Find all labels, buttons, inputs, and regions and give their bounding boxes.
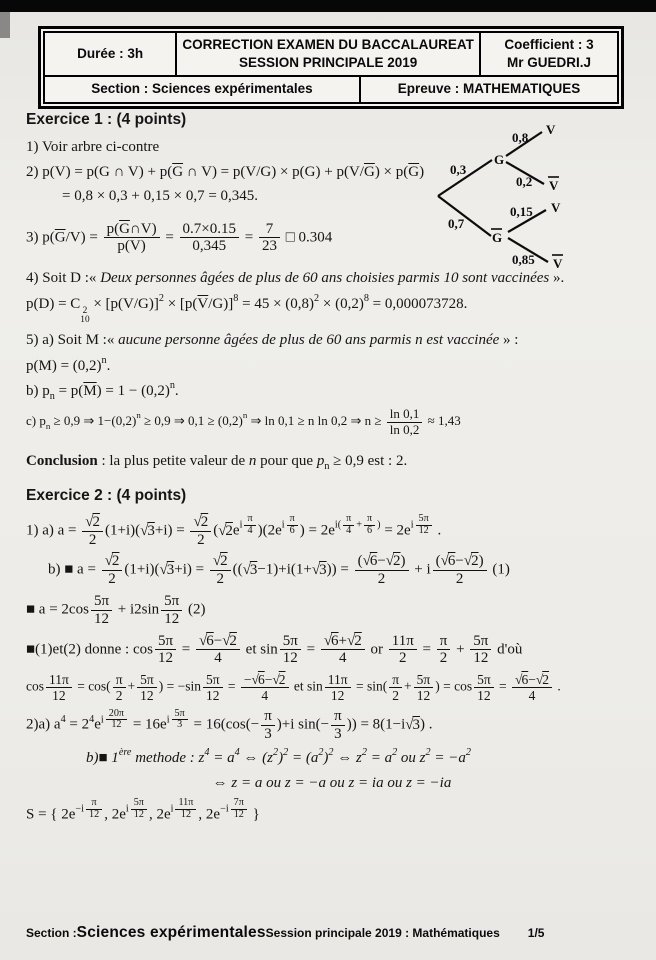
branch-prob-vbar-given-g: 0,2 bbox=[516, 174, 533, 189]
bold-text: Conclusion bbox=[26, 452, 98, 469]
header-bottom-row bbox=[43, 75, 619, 103]
sup-sub-stack: 2 10 bbox=[80, 305, 90, 326]
superscript: n bbox=[169, 380, 175, 392]
fraction: $\frac{11\pi}{12}$ bbox=[175, 798, 196, 820]
footer-section-label: Section : bbox=[26, 926, 77, 940]
square-root: √6 bbox=[515, 672, 529, 688]
fraction: $\frac{5\pi}{12}$ bbox=[137, 672, 157, 703]
superscript: n bbox=[242, 410, 248, 421]
fraction: $\frac{5\pi}{12}$ bbox=[280, 633, 301, 668]
subscript: n bbox=[45, 421, 51, 432]
superscript: −i $\frac{7\pi}{12}$ bbox=[220, 798, 249, 820]
fraction: $\frac{√6-√2}{4}$ bbox=[512, 672, 552, 703]
fraction: $\frac{5\pi}{12}$ bbox=[474, 672, 494, 703]
title-cell bbox=[176, 32, 480, 76]
subscript: n bbox=[49, 391, 55, 403]
fraction: $\frac{5\pi}{12}$ bbox=[155, 633, 176, 668]
italic-text: p bbox=[316, 452, 325, 469]
superscript: i $\frac{\pi}{4}$ bbox=[240, 514, 258, 536]
page-footer bbox=[26, 924, 638, 942]
superscript: 2 bbox=[318, 747, 324, 759]
formula-line: = 0,8 × 0,3 + 0,15 × 0,7 = 0,345. bbox=[62, 188, 259, 205]
fraction: $\frac{5\pi}{3}$ bbox=[172, 709, 188, 731]
overbar: $\overline{G}$ bbox=[408, 163, 420, 180]
superscript: 8 bbox=[233, 292, 239, 304]
fraction: $\frac{√6+√2}{4}$ bbox=[321, 633, 365, 668]
square-root: √2 bbox=[272, 672, 286, 688]
superscript: 2 bbox=[392, 747, 398, 759]
fraction: $\frac{5\pi}{12}$ bbox=[470, 633, 491, 668]
leaf-v-1: V bbox=[546, 122, 556, 137]
square-root: √2 bbox=[347, 632, 362, 649]
fraction: $\frac{7\pi}{12}$ bbox=[231, 798, 247, 820]
leaf-v-2: V bbox=[551, 200, 561, 215]
fraction: $\frac{5\pi}{12}$ bbox=[414, 672, 434, 703]
fraction: $\frac{(√6-√2)}{2}$ bbox=[433, 553, 487, 588]
fraction: $\frac{5\pi}{12}$ bbox=[416, 514, 432, 536]
fraction: $\frac{-√6-√2}{4}$ bbox=[241, 672, 289, 703]
superscript: i $\frac{11\pi}{12}$ bbox=[171, 798, 199, 820]
superscript: i $\frac{5\pi}{3}$ bbox=[167, 709, 190, 731]
fraction: $\frac{11\pi}{12}$ bbox=[325, 672, 351, 703]
footer-page-number: 1/5 bbox=[527, 926, 545, 940]
formula-line: 1) Voir arbre ci-contre bbox=[26, 139, 160, 156]
fraction: $\frac{\pi}{4}$ bbox=[244, 514, 255, 536]
fraction: $\frac{\pi}{2}$ bbox=[389, 672, 402, 703]
square-root: √3 bbox=[405, 717, 421, 734]
square-root: √6 bbox=[440, 553, 456, 570]
fraction: $\frac{11\pi}{2}$ bbox=[389, 633, 417, 668]
fraction: $\frac{20\pi}{12}$ bbox=[106, 709, 127, 731]
superscript: i $\frac{5\pi}{12}$ bbox=[126, 798, 149, 820]
superscript: −i $\frac{\pi}{12}$ bbox=[75, 798, 104, 820]
superscript: 4 bbox=[204, 747, 210, 759]
square-root: √2 bbox=[385, 553, 401, 570]
fraction: $\frac{\pi}{4}$ bbox=[343, 514, 354, 536]
formula-line: 2)a) a4 = 24ei $\frac{20\pi}{12}$ = 16ei $\frac{5\pi}{3}$ = 16(cos(− $\frac{\pi}{3}$ )+i sin(− $\frac{\pi}{3}$ )) = 8(1−i√3) . bbox=[26, 707, 433, 743]
superscript: 2 bbox=[314, 292, 320, 304]
superscript: n bbox=[101, 354, 107, 366]
superscript: 4 bbox=[234, 747, 240, 759]
square-root: √2 bbox=[193, 513, 209, 530]
formula-line: 3) $p(\overline{G}/V)$ = $\frac{p(\overline{G}\cap V)}{p(V)}$ = $\frac{0.7\times 0.15}{0,345}$ = $\frac{7}{23}$ □ 0.304 bbox=[26, 220, 333, 255]
subscript: n bbox=[324, 460, 330, 472]
formula-line: ■ a = 2cos $\frac{5\pi}{12}$ + i2sin $\frac{5\pi}{12}$ (2) bbox=[26, 593, 206, 627]
footer-session: Session principale 2019 : Mathématiques bbox=[265, 926, 500, 940]
fraction: $\frac{√2}{2}$ bbox=[102, 553, 123, 588]
fraction: $\frac{(√6-√2)}{2}$ bbox=[355, 553, 409, 588]
fraction: $\frac{\pi}{6}$ bbox=[364, 514, 375, 536]
scan-top-black-bar bbox=[0, 0, 656, 12]
formula-line: b)■ 1ère methode : z4 = a4 ⇔ (z2)2 = (a2)2 ⇔ z2 = a2 ou z2 = −a2 bbox=[86, 747, 471, 767]
square-root: √3 bbox=[242, 562, 258, 579]
superscript: 2 bbox=[328, 747, 334, 759]
fraction: $\frac{11\pi}{12}$ bbox=[46, 672, 72, 703]
formula-line: c) pn ≥ 0,9 ⇒ 1−(0,2)n ≥ 0,9 ⇒ 0,1 ≥ (0,2)n ⇒ ln 0,1 ≥ n ln 0,2 ⇒ n ≥ $\frac{\ln 0,1}{\ln 0,2}$ ≈ 1,43 bbox=[26, 406, 461, 437]
formula-line: S = { 2e−i $\frac{\pi}{12}$ , 2ei $\frac{5\pi}{12}$ , 2ei $\frac{11\pi}{12}$ , 2e−i $\frac{7\pi}{12}$ } bbox=[26, 797, 260, 823]
superscript: 4 bbox=[60, 714, 66, 726]
fraction: $\frac{\pi}{2}$ bbox=[437, 633, 451, 668]
duration-cell: Durée : 3h bbox=[44, 32, 176, 76]
square-root: √2 bbox=[104, 553, 120, 570]
formula-line: 1) a) a = $\frac{√2}{2}$ (1+i)(√3+i) = $\frac{√2}{2}$ (√2ei $\frac{\pi}{4}$ )(2ei $\frac{\pi}{6}$ ) = 2ei( $\frac{\pi}{4}$ + $\frac{\pi}{6}$ ) = 2ei $\frac{5\pi}{12}$ . bbox=[26, 513, 442, 548]
fraction: $\frac{7}{23}$ bbox=[259, 221, 280, 256]
fraction: $\frac{5\pi}{12}$ bbox=[203, 672, 223, 703]
italic-text: aucune personne âgées de plus de 60 ans parmis n est vaccinée bbox=[118, 332, 500, 349]
superscript: i $\frac{20\pi}{12}$ bbox=[101, 709, 129, 731]
square-root: √2 bbox=[535, 672, 550, 688]
superscript: i $\frac{5\pi}{12}$ bbox=[411, 514, 434, 536]
formula-line: ⇔ z = a ou z = −a ou z = ia ou z = −ia bbox=[212, 774, 452, 791]
formula-line: 2) p(V) = p(G ∩ $V) + p(\overline{G}$ ∩ $V) = p(V/G) \times p(G) + p(V/\overline{G}) \times p(\overline{G})$ bbox=[26, 163, 425, 180]
italic-text: n bbox=[248, 452, 257, 469]
overbar: $\overline{G}$ bbox=[172, 163, 184, 180]
superscript: 2 bbox=[158, 292, 164, 304]
fraction: $\frac{5\pi}{12}$ bbox=[131, 798, 147, 820]
formula-line: p(D) = C 2 10 × $[p(V/G)]2 \times [p(\overline{V}/G)]8 = 45 \times (0,8)2 \times (0,2)8 = 0,000073728$. bbox=[26, 292, 468, 326]
square-root: √6 bbox=[362, 553, 378, 570]
fraction: $\frac{\pi}{2}$ bbox=[113, 672, 126, 703]
fraction: $\frac{√2}{2}$ bbox=[82, 514, 103, 549]
branch-prob-v-given-g: 0,8 bbox=[512, 130, 529, 145]
fraction: $\frac{√2}{2}$ bbox=[190, 514, 211, 549]
coefficient-cell bbox=[480, 32, 618, 76]
superscript: n bbox=[136, 410, 141, 421]
square-root: √6 bbox=[251, 672, 265, 688]
fraction: $\frac{5\pi}{12}$ bbox=[161, 593, 182, 628]
square-root: √3 bbox=[159, 562, 175, 579]
superscript: i $\frac{\pi}{6}$ bbox=[282, 514, 300, 536]
square-root: √2 bbox=[85, 513, 100, 530]
square-root: √2 bbox=[212, 553, 228, 570]
overbar: $\overline{G}$ bbox=[54, 229, 66, 246]
superscript: 2 bbox=[465, 747, 471, 759]
fraction: $\frac{√6-√2}{4}$ bbox=[196, 633, 240, 668]
superscript: 2 bbox=[273, 747, 279, 759]
exercise-heading: Exercice 1 : (4 points) bbox=[26, 111, 187, 128]
exam-header-table bbox=[38, 26, 624, 109]
fraction: $\frac{p(\overline{G}\cap V)}{p(V)}$ bbox=[104, 221, 160, 256]
superscript: 4 bbox=[89, 714, 95, 726]
branch-prob-g: 0,3 bbox=[450, 162, 467, 177]
overbar: $\overline{G}$ bbox=[363, 163, 375, 180]
overbar: $\overline{G}$ bbox=[119, 220, 130, 237]
title-line-2: SESSION PRINCIPALE 2019 bbox=[238, 55, 418, 71]
teacher-name: Mr GUEDRI.J bbox=[506, 55, 591, 71]
superscript: i( $\frac{\pi}{4}$ + $\frac{\pi}{6}$ ) bbox=[334, 513, 381, 536]
branch-prob-vbar-given-gbar: 0,85 bbox=[512, 252, 535, 267]
fraction: $\frac{\ln 0,1}{\ln 0,2}$ bbox=[387, 407, 423, 437]
branch-prob-gbar: 0,7 bbox=[448, 216, 465, 231]
formula-line: b) pn = $p(\overline{M}) = 1 - (0,2)n$. bbox=[26, 380, 179, 403]
fraction: $\frac{\pi}{6}$ bbox=[287, 514, 298, 536]
leaf-vbar-1: V bbox=[549, 178, 559, 193]
formula-line: 4) Soit D :« Deux personnes âgées de plus de 60 ans choisies parmis 10 sont vaccinées ». bbox=[26, 270, 565, 287]
epreuve-cell: Epreuve : MATHEMATIQUES bbox=[360, 76, 618, 102]
header-top-row bbox=[43, 31, 619, 77]
fraction: $\frac{\pi}{3}$ bbox=[261, 708, 275, 743]
superscript: 2 bbox=[361, 747, 367, 759]
probability-tree-diagram bbox=[428, 116, 656, 284]
section-cell: Section : Sciences expérimentales bbox=[44, 76, 360, 102]
superscript: 8 bbox=[363, 292, 369, 304]
superscript: 2 bbox=[283, 747, 289, 759]
italic-text: Deux personnes âgées de plus de 60 ans choisies parmis 10 sont vaccinées bbox=[100, 270, 550, 287]
coefficient-text: Coefficient : 3 bbox=[504, 37, 594, 52]
square-root: √6 bbox=[323, 632, 339, 649]
square-root: √3 bbox=[140, 522, 155, 539]
formula-line: 5) a) Soit M :« aucune personne âgées de plus de 60 ans parmis n est vaccinée » : bbox=[26, 332, 519, 349]
fraction: $\frac{\pi}{3}$ bbox=[331, 708, 345, 743]
leaf-vbar-2: V bbox=[553, 256, 563, 271]
square-root: √2 bbox=[463, 553, 479, 570]
square-root: √2 bbox=[218, 522, 233, 539]
formula-line: cos $\frac{11\pi}{12}$ = cos( $\frac{\pi}{2}$ + $\frac{5\pi}{12}$ ) = −sin $\frac{5\pi}{12}$ = $\frac{-√6-√2}{4}$ et sin $\frac{11\pi}{12}$ = sin( $\frac{\pi}{2}$ + $\frac{5\pi}{12}$ ) = cos $\frac{5\pi}{12}$ = $\frac{√6-√2}{4}$ . bbox=[26, 672, 561, 704]
superscript: ère bbox=[118, 747, 132, 759]
formula-line: ■(1)et(2) donne : cos $\frac{5\pi}{12}$ = $\frac{√6-√2}{4}$ et sin $\frac{5\pi}{12}$ = $\frac{√6+√2}{4}$ or $\frac{11\pi}{2}$ = $\frac{\pi}{2}$ + $\frac{5\pi}{12}$ d'où bbox=[26, 632, 523, 667]
title-line-1: CORRECTION EXAMEN DU BACCALAUREAT bbox=[182, 37, 474, 52]
formula-line: Conclusion : la plus petite valeur de n pour que pn ≥ 0,9 est : 2. bbox=[26, 452, 408, 472]
formula-line: p(M) = (0,2)n. bbox=[26, 354, 111, 374]
scan-edge-artifact bbox=[0, 12, 10, 38]
fraction: $\frac{0.7\times 0.15}{0,345}$ bbox=[180, 221, 239, 256]
node-g: G bbox=[494, 152, 505, 167]
square-root: √3 bbox=[311, 562, 327, 579]
superscript: 2 bbox=[425, 747, 431, 759]
branch-prob-v-given-gbar: 0,15 bbox=[510, 204, 533, 219]
fraction: $\frac{√2}{2}$ bbox=[210, 553, 231, 588]
formula-line: b) ■ a = $\frac{√2}{2}$ (1+i)(√3+i) = $\frac{√2}{2}$ ((√3−1)+i(1+√3)) = $\frac{(√6-√2)}{2}$ + i $\frac{(√6-√2)}{2}$ (1) bbox=[48, 553, 510, 588]
fraction: $\frac{5\pi}{12}$ bbox=[91, 593, 112, 628]
overbar: $\overline{V}$ bbox=[197, 295, 209, 312]
square-root: √2 bbox=[222, 632, 237, 649]
square-root: √6 bbox=[198, 632, 214, 649]
exercise-heading: Exercice 2 : (4 points) bbox=[26, 486, 187, 504]
overbar: $\overline{M}$ bbox=[83, 383, 97, 400]
fraction: $\frac{\pi}{12}$ bbox=[86, 798, 102, 820]
footer-section-value: Sciences expérimentales bbox=[76, 924, 266, 941]
node-gbar: G bbox=[492, 230, 503, 245]
